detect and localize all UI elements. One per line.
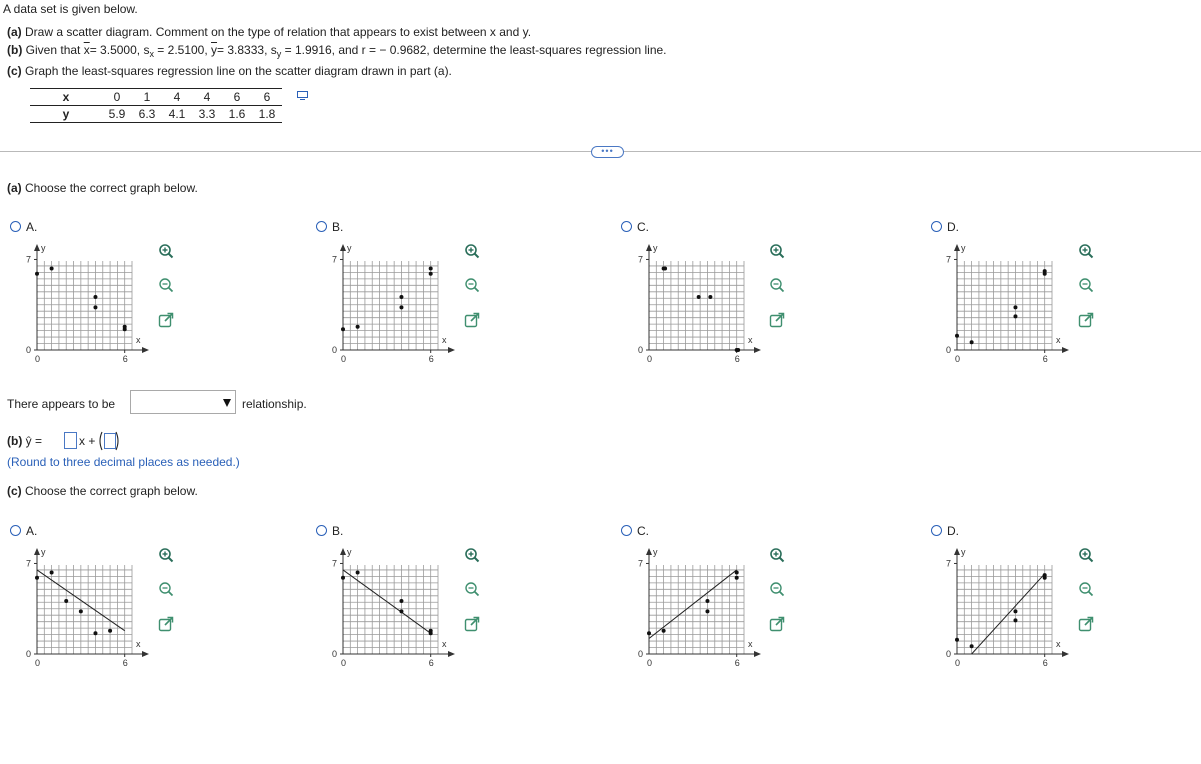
xbar-symbol: $\overline{x}$ <box>83 43 90 57</box>
data-point <box>399 305 403 309</box>
x-tick-label: 6 <box>734 354 740 364</box>
data-point <box>955 638 959 642</box>
x-axis-label: x <box>1056 639 1061 649</box>
y-tick-label: 7 <box>946 558 952 569</box>
y-axis-label: y <box>41 243 46 253</box>
y-tick-label: 7 <box>26 558 32 569</box>
x-tick-label: 6 <box>122 658 128 668</box>
x-tick-label: 6 <box>734 658 740 668</box>
data-point <box>35 272 39 276</box>
open-new-window-icon[interactable] <box>158 312 174 328</box>
data-point <box>108 629 112 633</box>
relationship-prefix: There appears to be <box>7 397 116 411</box>
x-zero-label: 0 <box>35 354 41 364</box>
y-zero-label: 0 <box>26 649 32 659</box>
data-point <box>662 629 666 633</box>
x-cell: 0 <box>102 89 132 106</box>
open-new-window-icon[interactable] <box>464 312 480 328</box>
more-button[interactable]: ••• <box>591 146 624 158</box>
x-zero-label: 0 <box>35 658 41 668</box>
data-point <box>647 631 651 635</box>
x-zero-label: 0 <box>647 658 653 668</box>
zoom-in-icon[interactable] <box>158 243 174 259</box>
zoom-out-icon[interactable] <box>769 277 785 293</box>
data-point <box>736 348 740 352</box>
y-axis-label: y <box>961 243 966 253</box>
y-zero-label: 0 <box>638 649 644 659</box>
x-axis-arrow <box>1062 651 1069 657</box>
y-axis-label: y <box>41 547 46 557</box>
x-axis-arrow <box>754 651 761 657</box>
zoom-out-icon[interactable] <box>1078 277 1094 293</box>
data-point <box>735 576 739 580</box>
part-a-label: (a) <box>7 25 22 39</box>
data-point <box>399 609 403 613</box>
x-tick-label: 6 <box>1042 354 1048 364</box>
y-zero-label: 0 <box>946 345 952 355</box>
zoom-out-icon[interactable] <box>464 277 480 293</box>
scatter-graph-a-option-a <box>22 238 162 368</box>
open-new-window-icon[interactable] <box>158 616 174 632</box>
x-axis-arrow <box>142 651 149 657</box>
y-zero-label: 0 <box>332 345 338 355</box>
regression-graph-c-option-c <box>634 542 774 672</box>
y-axis-arrow <box>954 244 960 251</box>
x-zero-label: 0 <box>955 354 961 364</box>
data-point <box>970 340 974 344</box>
section-a-prompt <box>7 181 198 195</box>
y-axis-label: y <box>347 547 352 557</box>
data-point <box>35 576 39 580</box>
section-c-text: Choose the correct graph below. <box>25 484 198 498</box>
option-d-label: D. <box>947 220 959 234</box>
x-tick-label: 6 <box>122 354 128 364</box>
zoom-in-icon[interactable] <box>464 547 480 563</box>
data-point <box>356 571 360 575</box>
data-point <box>955 334 959 338</box>
y-axis-arrow <box>646 548 652 555</box>
table-row-y <box>30 106 282 123</box>
y-axis-label: y <box>961 547 966 557</box>
section-a-text: Choose the correct graph below. <box>25 181 198 195</box>
part-b-prefix: Given that <box>25 43 81 57</box>
radio-c-option-a[interactable] <box>10 525 21 536</box>
regression-graph-c-option-a <box>22 542 162 672</box>
x-axis-arrow <box>1062 347 1069 353</box>
data-point <box>341 327 345 331</box>
data-point <box>356 325 360 329</box>
scatter-graph-a-option-b <box>328 238 468 368</box>
zoom-out-icon[interactable] <box>158 581 174 597</box>
data-point <box>708 295 712 299</box>
data-point <box>399 295 403 299</box>
intercept-input[interactable] <box>104 433 116 449</box>
x-header: x <box>30 89 102 106</box>
radio-c-option-b[interactable] <box>316 525 327 536</box>
y-axis-arrow <box>954 548 960 555</box>
data-point <box>1013 609 1017 613</box>
zoom-out-icon[interactable] <box>769 581 785 597</box>
y-tick-label: 7 <box>638 558 644 569</box>
y-tick-label: 7 <box>638 254 644 265</box>
y-cell: 3.3 <box>192 106 222 123</box>
data-point <box>663 267 667 271</box>
regression-graph-c-option-b <box>328 542 468 672</box>
x-plus-text: x + <box>79 434 96 448</box>
zoom-in-icon[interactable] <box>158 547 174 563</box>
y-axis-arrow <box>34 548 40 555</box>
part-a-instruction <box>7 25 531 39</box>
dropdown-arrow-icon <box>222 398 232 408</box>
y-cell: 5.9 <box>102 106 132 123</box>
y-cell: 6.3 <box>132 106 162 123</box>
option-b-label: B. <box>332 220 344 234</box>
data-point <box>1013 314 1017 318</box>
part-a-text: Draw a scatter diagram. Comment on the type of relation that appears to exist between x and y. <box>25 25 532 39</box>
y-axis-arrow <box>34 244 40 251</box>
radio-a-option-a[interactable] <box>10 221 21 232</box>
sx-value: = 2.5100, <box>157 43 208 57</box>
data-point <box>341 576 345 580</box>
y-tick-label: 7 <box>332 558 338 569</box>
section-a-label: (a) <box>7 181 22 195</box>
y-tick-label: 7 <box>26 254 32 265</box>
data-point <box>50 571 54 575</box>
relationship-suffix: relationship. <box>242 397 307 411</box>
x-tick-label: 6 <box>428 658 434 668</box>
option-c-label: C. <box>637 524 649 538</box>
ybar-symbol: $\overline{y}$ <box>211 43 218 57</box>
x-tick-label: 6 <box>1042 658 1048 668</box>
sx-symbol: s <box>143 43 150 57</box>
y-zero-label: 0 <box>332 649 338 659</box>
option-a-label: A. <box>26 524 38 538</box>
y-tick-label: 7 <box>946 254 952 265</box>
option-d-label: D. <box>947 524 959 538</box>
part-b-instruction <box>7 43 667 57</box>
data-point <box>735 571 739 575</box>
x-zero-label: 0 <box>341 658 347 668</box>
x-zero-label: 0 <box>955 658 961 668</box>
y-axis-label: y <box>653 243 658 253</box>
data-point <box>1013 305 1017 309</box>
data-point <box>705 609 709 613</box>
data-point <box>79 609 83 613</box>
open-new-window-icon[interactable] <box>1078 312 1094 328</box>
data-point <box>93 305 97 309</box>
scatter-graph-a-option-c <box>634 238 774 368</box>
sy-value: = 1.9916, and r = − 0.9682, determine the least-squares regression line. <box>284 43 667 57</box>
zoom-in-icon[interactable] <box>464 243 480 259</box>
data-point <box>399 599 403 603</box>
option-b-label: B. <box>332 524 344 538</box>
relationship-dropdown[interactable] <box>130 390 236 414</box>
data-point <box>93 295 97 299</box>
copy-data-icon[interactable] <box>297 91 308 100</box>
x-axis-label: x <box>1056 335 1061 345</box>
regression-graph-c-option-d <box>942 542 1082 672</box>
y-cell: 1.8 <box>252 106 282 123</box>
x-cell: 4 <box>162 89 192 106</box>
data-point <box>93 631 97 635</box>
zoom-in-icon[interactable] <box>1078 243 1094 259</box>
zoom-in-icon[interactable] <box>1078 547 1094 563</box>
data-point <box>1043 573 1047 577</box>
x-cell: 6 <box>222 89 252 106</box>
part-c-instruction <box>7 64 452 78</box>
zoom-out-icon[interactable] <box>158 277 174 293</box>
data-point <box>697 295 701 299</box>
x-axis-label: x <box>136 639 141 649</box>
x-cell: 1 <box>132 89 162 106</box>
intro-text: A data set is given below. <box>3 2 138 16</box>
zoom-out-icon[interactable] <box>464 581 480 597</box>
zoom-out-icon[interactable] <box>1078 581 1094 597</box>
radio-c-option-c[interactable] <box>621 525 632 536</box>
table-row-x <box>30 89 282 106</box>
y-zero-label: 0 <box>946 649 952 659</box>
data-point <box>429 267 433 271</box>
part-c-text: Graph the least-squares regression line on the scatter diagram drawn in part (a). <box>25 64 452 78</box>
regression-equation <box>7 434 42 448</box>
x-zero-label: 0 <box>647 354 653 364</box>
data-point <box>64 599 68 603</box>
x-axis-label: x <box>136 335 141 345</box>
open-new-window-icon[interactable] <box>769 312 785 328</box>
radio-a-option-c[interactable] <box>621 221 632 232</box>
option-c-label: C. <box>637 220 649 234</box>
data-point <box>429 272 433 276</box>
data-point <box>705 599 709 603</box>
x-axis-arrow <box>754 347 761 353</box>
slope-input[interactable] <box>64 432 77 449</box>
data-point <box>123 325 127 329</box>
sx-sub: x <box>149 49 154 59</box>
data-point <box>970 644 974 648</box>
zoom-in-icon[interactable] <box>769 243 785 259</box>
data-point <box>50 267 54 271</box>
open-new-window-icon[interactable] <box>464 616 480 632</box>
y-cell: 1.6 <box>222 106 252 123</box>
zoom-in-icon[interactable] <box>769 547 785 563</box>
y-zero-label: 0 <box>638 345 644 355</box>
option-a-label: A. <box>26 220 38 234</box>
section-c-label: (c) <box>7 484 22 498</box>
open-new-window-icon[interactable] <box>1078 616 1094 632</box>
y-axis-arrow <box>340 244 346 251</box>
data-table <box>30 88 282 123</box>
x-cell: 6 <box>252 89 282 106</box>
y-zero-label: 0 <box>26 345 32 355</box>
data-point <box>429 629 433 633</box>
radio-a-option-b[interactable] <box>316 221 327 232</box>
section-b-label: (b) <box>7 434 23 448</box>
scatter-graph-a-option-d <box>942 238 1082 368</box>
ybar-value: = 3.8333, <box>217 43 268 57</box>
y-tick-label: 7 <box>332 254 338 265</box>
x-axis-arrow <box>448 651 455 657</box>
x-axis-label: x <box>442 639 447 649</box>
sy-sub: y <box>276 49 282 59</box>
y-header: y <box>30 106 102 123</box>
x-cell: 4 <box>192 89 222 106</box>
x-axis-label: x <box>442 335 447 345</box>
equals-sign: = <box>35 434 43 448</box>
y-cell: 4.1 <box>162 106 192 123</box>
yhat-symbol: ŷ <box>25 434 32 448</box>
x-axis-label: x <box>748 639 753 649</box>
rounding-note: (Round to three decimal places as needed.) <box>7 455 240 469</box>
part-c-label: (c) <box>7 64 22 78</box>
y-axis-label: y <box>653 547 658 557</box>
x-axis-arrow <box>142 347 149 353</box>
section-c-prompt <box>7 484 198 498</box>
y-axis-arrow <box>646 244 652 251</box>
radio-a-option-d[interactable] <box>931 221 942 232</box>
data-point <box>1013 618 1017 622</box>
part-b-label: (b) <box>7 43 23 57</box>
xbar-value: = 3.5000, <box>89 43 141 57</box>
sy-symbol: s <box>270 43 277 57</box>
x-axis-arrow <box>448 347 455 353</box>
x-axis-label: x <box>748 335 753 345</box>
open-new-window-icon[interactable] <box>769 616 785 632</box>
x-tick-label: 6 <box>428 354 434 364</box>
x-zero-label: 0 <box>341 354 347 364</box>
y-axis-arrow <box>340 548 346 555</box>
radio-c-option-d[interactable] <box>931 525 942 536</box>
y-axis-label: y <box>347 243 352 253</box>
data-point <box>1043 269 1047 273</box>
